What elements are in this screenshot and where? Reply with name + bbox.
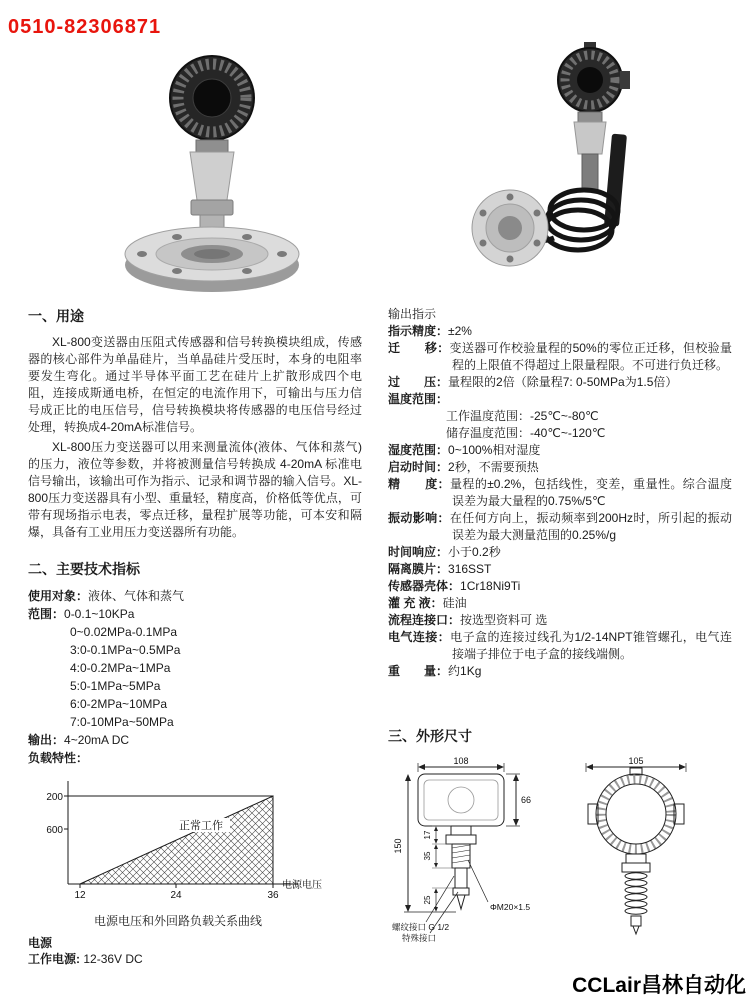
right-column [388, 306, 732, 957]
side-view-labels [628, 756, 643, 766]
spec-value: 量程的±0.2%，包括线性，变差，重量性。综合温度误差为最大量程的0.75%/5℃ [450, 477, 732, 508]
phone-number: 0510-82306871 [8, 16, 162, 38]
range-item: 6:0-2MPa~10MPa [70, 697, 168, 711]
transmitter-head [558, 42, 630, 112]
dim-105: 105 [628, 756, 644, 766]
spec-value: 1Cr18Ni9Ti [460, 579, 521, 593]
spec-value: 约1Kg [448, 664, 482, 678]
x-axis-label: 电源电压 [282, 880, 322, 891]
spec-row-working-temperature [388, 408, 732, 425]
dimension-drawings [388, 754, 728, 952]
spec-label: 指示精度： [388, 324, 449, 338]
front-view-labels [392, 756, 531, 943]
range-item: 0~0.02MPa-0.1MPa [70, 625, 178, 639]
dim-66: 66 [521, 795, 532, 805]
spec-value: 316SST [448, 562, 492, 576]
spec-label: 启动时间： [388, 460, 449, 474]
region-label: 正常工作 [179, 820, 223, 832]
port-label-1: 螺纹接口 G 1/2 [392, 922, 450, 932]
spec-value: 变送器可作校验量程的50%的零位正迁移，但校验量程的上限值不得超过上限量程限。不可进行负迁移。 [449, 341, 732, 372]
spec-row-accuracy-indication [388, 323, 732, 340]
section3-title: 三、外形尺寸 [388, 728, 472, 744]
hex-nut [191, 200, 233, 215]
x-tick-36: 36 [267, 890, 279, 901]
spec-label: 温度范围： [388, 392, 449, 406]
spec-row-temperature-range [388, 391, 732, 408]
field-label: 范围： [28, 607, 65, 621]
transmitter-cap [170, 56, 254, 140]
spec-value: 按选型资料可 选 [460, 613, 548, 627]
spec-label: 湿度范围： [388, 443, 449, 457]
spec-value: 硅油 [442, 596, 467, 610]
x-tick-12: 12 [74, 890, 86, 901]
spec-label: 重 量： [388, 664, 449, 678]
side-view [586, 763, 686, 934]
spec-value: 储存温度范围：-40℃~-120℃ [446, 426, 606, 440]
dim-150: 150 [393, 838, 403, 854]
dim-108: 108 [453, 756, 469, 766]
spec-value: 小于0.2秒 [448, 545, 501, 559]
spec-output-line [28, 731, 362, 749]
power-heading: 电源 [28, 936, 53, 950]
spec-value: 2秒，不需要预热 [448, 460, 539, 474]
range-item: 3:0-0.1MPa~0.5MPa [70, 643, 181, 657]
range-item: 4:0-0.2MPa~1MPa [70, 661, 171, 675]
thread-spec-label: ΦM20×1.5 [490, 902, 531, 912]
spec-row-isolation-diaphragm [388, 561, 732, 578]
body [574, 122, 606, 154]
spec-row-migration [388, 340, 732, 374]
left-column [28, 306, 362, 967]
chart-caption: 电源电压和外回路负载关系曲线 [93, 914, 262, 928]
dim-25: 25 [423, 895, 432, 905]
section1-paragraph-2: XL-800压力变送器可以用来测量流体(液体、气体和蒸气)的压力，液位等参数，并将被测量信号转换成 4-20mA 标准电信号输出，该输出可作为指示、记录和调节器的输入信号。XL-800压力变送器具有小型、重量轻，精度高，价格低等优点，可带有现场指示电表，零点迁移，量程扩展等功能，可本安和隔爆，具备有工业用压力变送器所有功能。 [28, 440, 362, 539]
spec-label: 隔离膜片： [388, 562, 449, 576]
spec-row-overpressure [388, 374, 732, 391]
load-chart-wrap [28, 771, 362, 929]
spec-row-accuracy [388, 476, 732, 510]
y-tick-200: 200 [46, 792, 63, 803]
spec-label: 流程连接口： [388, 613, 461, 627]
transmitter-neck [196, 140, 228, 152]
spec-value: 0~100%相对湿度 [448, 443, 541, 457]
spec-label: 传感器壳体： [388, 579, 461, 593]
spec-value: 在任何方向上，振动频率到200Hz时，所引起的振动误差为最大测量范围的0.25%/g [449, 511, 732, 542]
flange [125, 227, 299, 292]
field-value: 0-0.1~10KPa [64, 607, 135, 621]
product-photo-flange-transmitter [112, 50, 312, 302]
spec-value: 量程限的2倍（除量程7: 0-50MPa为1.5倍） [448, 375, 678, 389]
watermark: CCLair昌林自动化 [572, 974, 746, 997]
spec-row-electrical-connection [388, 629, 732, 663]
neck [578, 112, 602, 122]
section2-title: 二、主要技术指标 [28, 561, 140, 577]
spec-row-response-time [388, 544, 732, 561]
field-value: 液体、气体和蒸气 [88, 589, 185, 603]
field-label: 工作电源: [28, 952, 80, 966]
spec-label: 电气连接： [388, 630, 451, 644]
spec-label: 振动影响： [388, 511, 450, 525]
load-characteristic-chart [28, 771, 348, 907]
range-item: 5:0-1MPa~5MPa [70, 679, 161, 693]
spec-row-fill-fluid [388, 595, 732, 612]
flange-transmitter-illustration [112, 50, 312, 302]
spec-value: 电子盒的连接过线孔为1/2-14NPT锥管螺孔，电气连接端子排位于电子盒的接线端侧。 [450, 630, 732, 661]
field-label: 使用对象： [28, 589, 89, 603]
spec-row-startup-time [388, 459, 732, 476]
spec-label: 过 压： [388, 375, 449, 389]
product-photo-remote-seal-transmitter [462, 38, 677, 293]
remote-seal-flange [472, 190, 548, 266]
spec-load-line [28, 749, 362, 767]
spec-row-sensor-housing [388, 578, 732, 595]
spec-label: 时间响应： [388, 545, 449, 559]
dim-17: 17 [423, 830, 432, 840]
spec-range-line [28, 605, 362, 623]
x-tick-24: 24 [170, 890, 182, 901]
specs-header: 输出指示 [388, 307, 437, 321]
port-label-2: 特殊接口 [402, 933, 437, 943]
y-tick-600: 600 [46, 825, 63, 836]
field-value: 12-36V DC [83, 952, 143, 966]
normal-operation-region [80, 796, 273, 884]
spec-row-storage-temperature [388, 425, 732, 442]
section1-paragraph-1: XL-800变送器由压阻式传感器和信号转换模块组成，传感器的核心部件为单晶硅片，当单晶硅片受压时，本身的电阻率要发生弯化。通过半导体平面工艺在硅片上扩散形成四个电阻，连接成斯通电桥，在恒定的电流作用下，可输出与压力信号成正比的电压信号，信号转换模块将传感器的电压信号经过处理，转换成4-20mA标准信号。 [28, 335, 362, 434]
spec-value: 工作温度范围：-25℃~-80℃ [446, 409, 599, 423]
transmitter-body [190, 152, 234, 200]
spec-usage-line [28, 587, 362, 605]
spec-row-vibration [388, 510, 732, 544]
spec-value: ±2% [448, 324, 472, 338]
dim-35: 35 [423, 851, 432, 861]
spec-label: 灌 充 液： [388, 596, 443, 610]
range-item: 7:0-10MPa~50MPa [70, 715, 174, 729]
spec-row-humidity [388, 442, 732, 459]
stem [582, 154, 598, 192]
field-label: 负载特性： [28, 751, 89, 765]
spec-label: 迁 移： [388, 341, 450, 355]
spec-row-weight [388, 663, 732, 680]
power-line [28, 951, 362, 967]
remote-seal-illustration [462, 38, 677, 293]
field-value: 4~20mA DC [64, 733, 130, 747]
spec-row-process-connection [388, 612, 732, 629]
section1-title: 一、用途 [28, 308, 84, 324]
field-label: 输出： [28, 733, 65, 747]
spec-label: 精 度： [388, 477, 451, 491]
